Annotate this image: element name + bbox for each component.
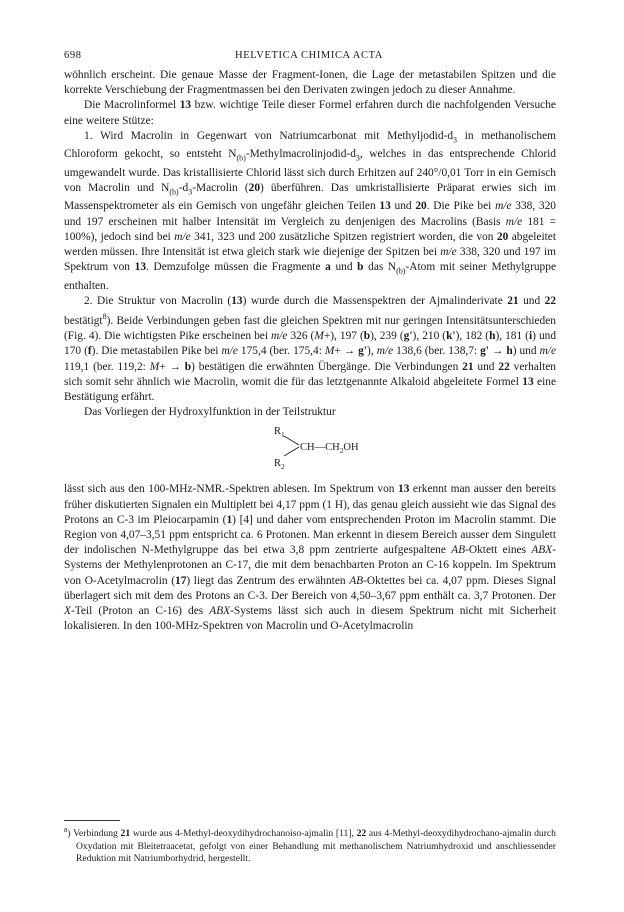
paragraph-2: Die Macrolinformel 13 bzw. wichtige Teile dieser Formel erfahren durch die nachfolgenden Versuche eine weitere Stütze: [64,99,556,127]
footnote-rule [64,820,120,821]
formula-chain: $CH—CH_2OH$ [300,442,359,456]
formula-bonds [282,434,302,460]
partial-structure-formula [64,422,556,478]
footnote-ref: 8 [102,312,107,322]
formula-r1: $R_1$ [274,426,285,440]
paragraph-1: wöhnlich erscheint. Die genaue Masse der Fragment-Ionen, die Lage der metastabilen Spitzen und die korrekte Verschiebung der Fragmentmassen bei den Derivaten zwingen jedoch zu dieser Annahme. [64,69,556,97]
footnote-mark: 8 [64,827,68,834]
journal-title: HELVETICA CHIMICA ACTA [235,50,383,61]
paragraph-4: 2. Die Struktur von Macrolin (13) wurde durch die Massenspektren der Ajmalinderivate 21 und 22 bestätigt$^8$). Beide Verbindungen geben fast die gleichen Spektren mit nur geringen Intensitätsunterschieden (Fig. 4). Die wichtigsten Pike erscheinen bei m/e 326 (M+), 197 (b), 239 (g'), 210 (k'), 182 (h), 181 (i) und 170 (f). Die metastabilen Pike bei m/e 175,4 (ber. 175,4: M+ → g'), m/e 138,6 (ber. 138,7: g' → h) und m/e 119,1 (ber. 119,2: M+ → b) bestätigen die erwähnten Übergänge. Die Verbindungen 21 und 22 verhalten sich somit sehr ähnlich wie Macrolin, womit die für das letztgenannte Alkaloid abgeleitete Formel 13 eine Bestätigung erfährt. [64,294,557,403]
page-number: 698 [64,50,82,61]
body-text [64,68,556,634]
paragraph-3: 1. Wird Macrolin in Gegenwart von Natriumcarbonat mit Methyljodid-$d_3$ in methanolischem Chloroform gekocht, so entsteht $N_{(b)}-Methylmacrolinjodid-d_3$, welches in das entsprechende Chlorid umgewandelt wurde. Das kristallisierte Chlorid lässt sich durch Erhitzen auf 240°/0,01 Torr in ein Gemisch von Macrolin und $N_{(b)}-d_3$-Macrolin (20) überführen. Das umkristallisierte Präparat erwies sich im Massenspektrometer als ein Gemisch von ungefähr gleichen Teilen 13 und 20. Die Pike bei m/e 338, 320 und 197 erscheinen mit halber Intensität im Vergleich zu denjenigen des Macrolins (Basis m/e 181 = 100%), jedoch sind bei m/e 341, 323 und 200 zusätzliche Spitzen registriert worden, die von 20 abgeleitet werden müssen. Ihre Intensität ist etwa gleich stark wie diejenige der Spitzen bei m/e 338, 320 und 197 im Spektrum von 13. Demzufolge müssen die Fragmente a und b das $N_{(b)}$-Atom mit seiner Methylgruppe enthalten. [64,129,557,292]
running-header [64,50,554,66]
footnote: $^8$) Verbindung 21 wurde aus 4-Methyl-deoxydihydrochanoiso-ajmalin [11], 22 aus 4-Methyl-deoxydihydrochano-ajmalin durch Oxydation mit Bleitetraacetat, gefolgt von einer Behandlung mit methanolischem Natriumhydroxid und anschliessender Reduktion mit Natriumborhydrid, hergestellt. [64,827,556,865]
paragraph-6: lässt sich aus den 100-MHz-NMR.-Spektren ablesen. Im Spektrum von 13 erkennt man ausser den bereits früher diskutierten Signalen ein Multiplett bei 4,17 ppm (1 H), das genau gleich aussieht wie das Signal des Protons an C-3 im Pleiocarpamin (1) [4] und daher vom entsprechenden Proton im Macrolin stammt. Die Region von 4,07–3,51 ppm entspricht ca. 6 Protonen. Man erkennt in diesem Bereich ausser dem Singulett der indolischen N-Methylgruppe das bei etwa 3,8 ppm zentrierte aufgespaltene AB-Oktett eines ABX-Systems der Methylenprotonen an C-17, die mit dem benachbarten Proton an C-16 koppeln. Im Spektrum von O-Acetylmacrolin (17) liegt das Zentrum des erwähnten AB-Oktettes bei ca. 4,07 ppm. Dieses Signal überlagert sich mit dem des Protons an C-3. Der Bereich von 4,50–3,67 ppm enthält ca. 3,7 Protonen. Der X-Teil (Proton an C-16) des ABX-Systems lässt sich auch in diesem Spektrum nicht mit Sicherheit lokalisieren. In den 100-MHz-Spektren von Macrolin und O-Acetylmacrolin [64,483,557,633]
formula-r2: $R_2$ [274,458,285,472]
paragraph-5: Das Vorliegen der Hydroxylfunktion in der Teilstruktur [84,406,336,419]
